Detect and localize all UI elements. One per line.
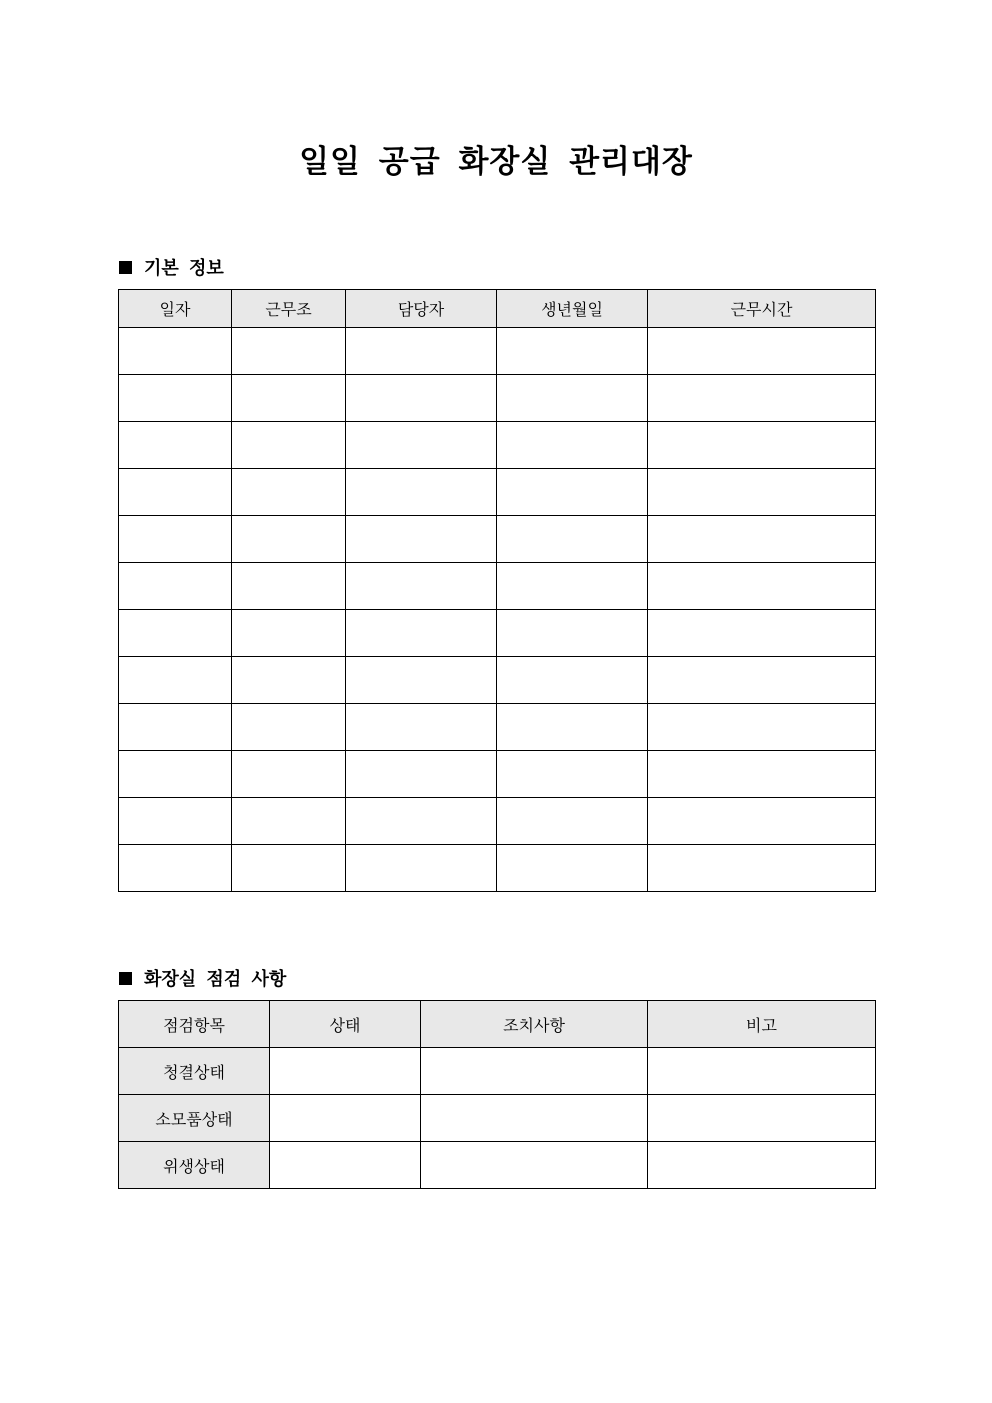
- table-cell[interactable]: [648, 704, 876, 751]
- table-cell[interactable]: [346, 469, 497, 516]
- table-row: [119, 845, 876, 892]
- table-cell[interactable]: [119, 798, 232, 845]
- table-cell[interactable]: [232, 798, 346, 845]
- table-cell[interactable]: [346, 516, 497, 563]
- header-status: 상태: [270, 1001, 421, 1048]
- table-cell[interactable]: [648, 563, 876, 610]
- square-bullet-icon: [119, 261, 132, 274]
- table-cell[interactable]: [497, 469, 648, 516]
- table-cell[interactable]: [648, 516, 876, 563]
- table-row: [119, 469, 876, 516]
- table-header-row: [119, 290, 876, 328]
- table-cell[interactable]: [346, 657, 497, 704]
- table-cell[interactable]: [648, 328, 876, 375]
- table-cell[interactable]: [232, 563, 346, 610]
- table-cell[interactable]: [119, 563, 232, 610]
- table-row: [119, 422, 876, 469]
- table-cell[interactable]: [119, 751, 232, 798]
- table-cell[interactable]: [119, 469, 232, 516]
- header-inspection-item: 점검항목: [119, 1001, 270, 1048]
- table-cell[interactable]: [497, 845, 648, 892]
- row-label-supplies: 소모품상태: [119, 1095, 270, 1142]
- table-cell[interactable]: [648, 1142, 876, 1189]
- table-cell[interactable]: [648, 469, 876, 516]
- table-cell[interactable]: [119, 657, 232, 704]
- header-shift: 근무조: [232, 290, 346, 328]
- table-cell[interactable]: [119, 610, 232, 657]
- table-cell[interactable]: [119, 375, 232, 422]
- section-heading-inspection: [119, 965, 286, 991]
- table-cell[interactable]: [346, 798, 497, 845]
- header-action: 조치사항: [421, 1001, 648, 1048]
- table-cell[interactable]: [497, 751, 648, 798]
- table-row: [119, 798, 876, 845]
- section-heading-label: 화장실 점검 사항: [144, 969, 287, 990]
- table-cell[interactable]: [648, 751, 876, 798]
- header-date: 일자: [119, 290, 232, 328]
- table-cell[interactable]: [232, 375, 346, 422]
- table-cell[interactable]: [270, 1095, 421, 1142]
- table-cell[interactable]: [232, 845, 346, 892]
- table-cell[interactable]: [497, 563, 648, 610]
- table-cell[interactable]: [648, 422, 876, 469]
- row-label-hygiene: 위생상태: [119, 1142, 270, 1189]
- table-cell[interactable]: [119, 328, 232, 375]
- table-cell[interactable]: [346, 563, 497, 610]
- table-cell[interactable]: [648, 610, 876, 657]
- table-cell[interactable]: [497, 657, 648, 704]
- table-row: [119, 751, 876, 798]
- table-cell[interactable]: [232, 516, 346, 563]
- table-cell[interactable]: [497, 375, 648, 422]
- section-heading-basic-info: [119, 254, 224, 280]
- header-birthdate: 생년월일: [497, 290, 648, 328]
- table-row: [119, 1095, 876, 1142]
- table-row: [119, 704, 876, 751]
- table-cell[interactable]: [232, 469, 346, 516]
- table-cell[interactable]: [648, 375, 876, 422]
- section-heading-label: 기본 정보: [144, 258, 224, 279]
- table-cell[interactable]: [648, 657, 876, 704]
- table-cell[interactable]: [421, 1048, 648, 1095]
- header-manager: 담당자: [346, 290, 497, 328]
- table-cell[interactable]: [119, 845, 232, 892]
- table-cell[interactable]: [346, 375, 497, 422]
- document-title: 일일 공급 화장실 관리대장: [299, 144, 693, 180]
- table-cell[interactable]: [270, 1142, 421, 1189]
- table-cell[interactable]: [119, 704, 232, 751]
- table-cell[interactable]: [421, 1095, 648, 1142]
- table-row: [119, 657, 876, 704]
- table-cell[interactable]: [232, 751, 346, 798]
- table-cell[interactable]: [232, 610, 346, 657]
- table-cell[interactable]: [497, 328, 648, 375]
- table-cell[interactable]: [119, 422, 232, 469]
- table-cell[interactable]: [232, 328, 346, 375]
- table-cell[interactable]: [648, 1048, 876, 1095]
- table-cell[interactable]: [346, 422, 497, 469]
- header-remarks: 비고: [648, 1001, 876, 1048]
- table-cell[interactable]: [232, 422, 346, 469]
- table-cell[interactable]: [497, 704, 648, 751]
- table-cell[interactable]: [346, 704, 497, 751]
- table-cell[interactable]: [119, 516, 232, 563]
- table-cell[interactable]: [648, 1095, 876, 1142]
- table-cell[interactable]: [270, 1048, 421, 1095]
- table-cell[interactable]: [497, 516, 648, 563]
- table-row: [119, 516, 876, 563]
- table-row: [119, 1048, 876, 1095]
- basic-info-table: [118, 289, 876, 892]
- inspection-table: [118, 1000, 876, 1189]
- table-cell[interactable]: [346, 328, 497, 375]
- table-cell[interactable]: [232, 657, 346, 704]
- table-cell[interactable]: [648, 845, 876, 892]
- table-cell[interactable]: [421, 1142, 648, 1189]
- table-header-row: [119, 1001, 876, 1048]
- table-cell[interactable]: [497, 798, 648, 845]
- table-row: [119, 610, 876, 657]
- row-label-cleanliness: 청결상태: [119, 1048, 270, 1095]
- table-cell[interactable]: [346, 845, 497, 892]
- table-row: [119, 375, 876, 422]
- table-cell[interactable]: [232, 704, 346, 751]
- table-cell[interactable]: [346, 751, 497, 798]
- table-row: [119, 563, 876, 610]
- table-cell[interactable]: [497, 610, 648, 657]
- header-work-hours: 근무시간: [648, 290, 876, 328]
- table-row: [119, 328, 876, 375]
- table-cell[interactable]: [497, 422, 648, 469]
- square-bullet-icon: [119, 972, 132, 985]
- table-cell[interactable]: [346, 610, 497, 657]
- table-cell[interactable]: [648, 798, 876, 845]
- table-row: [119, 1142, 876, 1189]
